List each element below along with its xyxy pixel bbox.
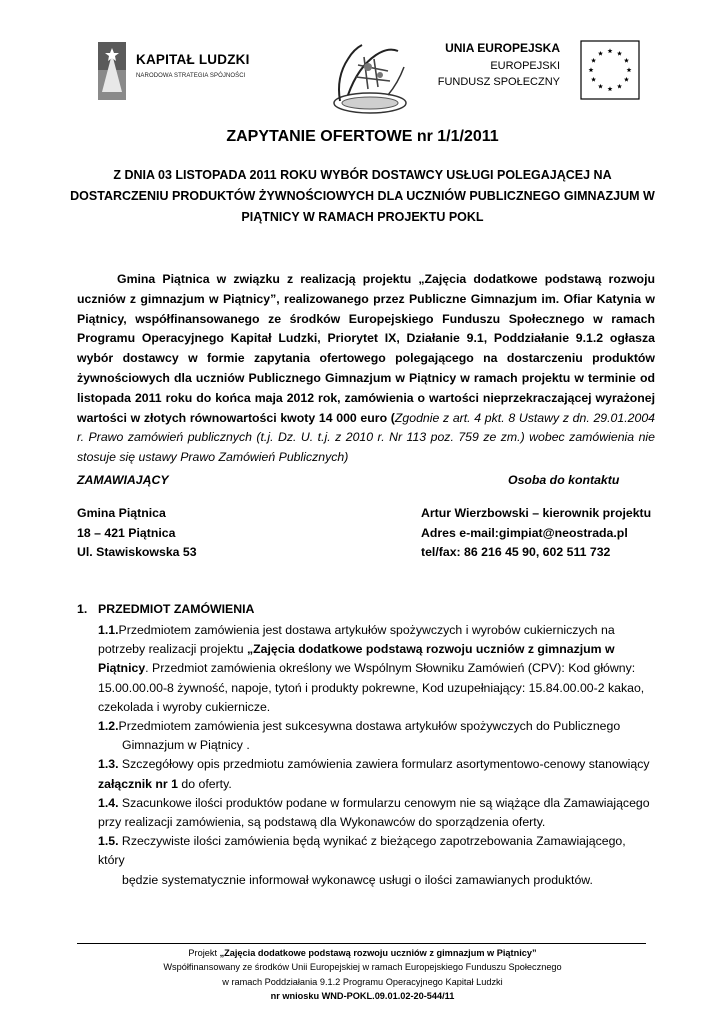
- item-text-cont: będzie systematycznie informował wykonawcę usługi o ilości zamawianych produktów.: [122, 872, 593, 887]
- item-bold-text: „Zajęcia dodatkowe podstawą rozwoju uczniów z gimnazjum w Piątnicy: [98, 642, 615, 676]
- section-1-items: [77, 621, 655, 890]
- item-1-5: [77, 832, 655, 890]
- item-number: 1.3.: [98, 757, 119, 772]
- item-bold-text: załącznik nr 1: [98, 776, 178, 791]
- subtitle-line-3: PIĄTNICY W RAMACH PROJEKTU POKL: [241, 210, 484, 224]
- eu-logo: [437, 40, 640, 102]
- contact-person: Artur Wierzbowski – kierownik projektu: [421, 506, 652, 520]
- orderer-info: [77, 504, 197, 563]
- orderer-name: Gmina Piątnica: [77, 506, 166, 520]
- item-text: Przedmiotem zamówienia jest sukcesywna dostawa artykułów spożywczych do Publicznego: [118, 719, 621, 734]
- subtitle-line-1: Z DNIA 03 LISTOPADA 2011 ROKU WYBÓR DOSTAWCY USŁUGI POLEGAJĄCEJ NA: [113, 168, 612, 182]
- intro-bold-text: Gmina Piątnica w związku z realizacją projektu „Zajęcia dodatkowe podstawą rozwoju uczniów z gimnazjum w Piątnicy”, realizowanego przez Publiczne Gimnazjum im. Ofiar Katynia w Piątnicy, współfinansowanego ze środków Europejskiego Funduszu Społecznego w ramach Programu Operacyjnego Kapitał Ludzki, Priorytet IX, Działanie 9.1, Poddziałanie 9.1.2 ogłasza wybór dostawcy w formie zapytania ofertowego polegającego na dostarczeniu produktów żywnościowych dla uczniów Publicznego Gimnazjum w Piątnicy w ramach projektu w terminie od listopada 2011 roku do końca maja 2012 rok, zamówienia o wartości nieprzekraczającej wyrażonej wartości w złotych równowartości kwoty 14 000 euro (: [77, 272, 655, 425]
- item-1-2: [77, 717, 655, 755]
- item-1-1: [77, 621, 655, 717]
- kapital-ludzki-logo: [96, 40, 261, 110]
- item-text-cont: . Przedmiot zamówienia określony we Wspólnym Słowniku Zamówień (CPV): Kod główny: 15.00.00.00-8 żywność, napoje, tytoń i produkty pokrewne, Kod uzupełniający: 15.84.00.00-2 kakao, czekolada i wyroby cukiernicze.: [98, 661, 645, 714]
- footer-application-number: nr wniosku WND-POKL.09.01.02-20-544/11: [270, 991, 455, 1002]
- intro-paragraph: [77, 270, 655, 468]
- eu-subtitle-2: FUNDUSZ SPOŁECZNY: [437, 76, 560, 88]
- item-text: Rzeczywiste ilości zamówienia będą wynikać z bieżącego zapotrzebowania Zamawiającego, który: [98, 834, 626, 868]
- item-number: 1.1.: [98, 623, 119, 637]
- kapital-ludzki-mark-icon: [96, 40, 128, 102]
- section-1-number: 1.: [77, 602, 88, 616]
- contact-info: [421, 504, 651, 563]
- eu-flag-icon: [580, 40, 640, 100]
- footer: [0, 946, 725, 1004]
- item-text: Przedmiotem zamówienia jest dostawa artykułów spożywczych i wyrobów cukierniczych na potrzeby realizacji projektu: [98, 623, 615, 657]
- intro-italic-text: Zgodnie z art. 4 pkt. 8 Ustawy z dn. 29.01.2004 r. Prawo zamówień publicznych (t.j. Dz. U. t.j. z 2010 r. Nr 113 poz. 759 ze zm.) wobec zamówienia nie stosuje się ustawy Prawo Zamówień Publicznych): [77, 410, 655, 465]
- item-number: 1.5.: [98, 834, 119, 849]
- footer-divider: [77, 943, 646, 944]
- orderer-street: Ul. Stawiskowska 53: [77, 545, 197, 559]
- item-text: Szacunkowe ilości produktów podane w formularzu cenowym nie są wiążące dla Zamawiającego przy realizacji zamówienia, są podstawą dla Wykonawców do sporządzenia oferty.: [98, 795, 650, 830]
- item-text: Szczegółowy opis przedmiotu zamówienia zawiera formularz asortymentowo-cenowy stanowiący: [118, 757, 650, 772]
- contact-heading: Osoba do kontaktu: [508, 473, 620, 487]
- footer-line-1: [0, 946, 725, 960]
- item-1-4: [77, 794, 655, 832]
- subtitle-line-2: DOSTARCZENIU PRODUKTÓW ŻYWNOŚCIOWYCH DLA UCZNIÓW PUBLICZNEGO GIMNAZJUM W: [70, 189, 655, 203]
- eu-subtitle-1: EUROPEJSKI: [490, 60, 560, 72]
- document-subtitle: [70, 165, 655, 228]
- footer-project-name: „Zajęcia dodatkowe podstawą rozwoju uczniów z gimnazjum w Piątnicy”: [219, 948, 537, 958]
- contact-email: Adres e-mail:gimpiat@neostrada.pl: [421, 525, 628, 540]
- item-1-3: [77, 755, 655, 793]
- contact-phone: tel/fax: 86 216 45 90, 602 511 732: [421, 545, 611, 559]
- orderer-postcode: 18 – 421 Piątnica: [77, 525, 176, 540]
- item-number: 1.2.: [98, 719, 119, 734]
- eu-title: UNIA EUROPEJSKA: [445, 41, 560, 55]
- section-1-heading: [77, 602, 254, 616]
- item-text-cont: Gimnazjum w Piątnicy .: [122, 738, 250, 753]
- orderer-heading: ZAMAWIAJĄCY: [77, 473, 169, 487]
- footer-project-prefix: Projekt: [188, 948, 220, 958]
- item-number: 1.4.: [98, 795, 119, 810]
- school-emblem-icon: [318, 37, 418, 117]
- kapital-ludzki-title: KAPITAŁ LUDZKI: [136, 52, 250, 67]
- footer-line-2: Współfinansowany ze środków Unii Europejskiej w ramach Europejskiego Funduszu Społecznego: [163, 962, 562, 973]
- section-1-title: PRZEDMIOT ZAMÓWIENIA: [98, 602, 255, 616]
- kapital-ludzki-subtitle: NARODOWA STRATEGIA SPÓJNOŚCI: [136, 73, 246, 79]
- item-text-cont: do oferty.: [177, 776, 232, 791]
- document-title: ZAPYTANIE OFERTOWE nr 1/1/2011: [226, 128, 499, 145]
- footer-line-3: w ramach Poddziałania 9.1.2 Programu Operacyjnego Kapitał Ludzki: [222, 976, 503, 987]
